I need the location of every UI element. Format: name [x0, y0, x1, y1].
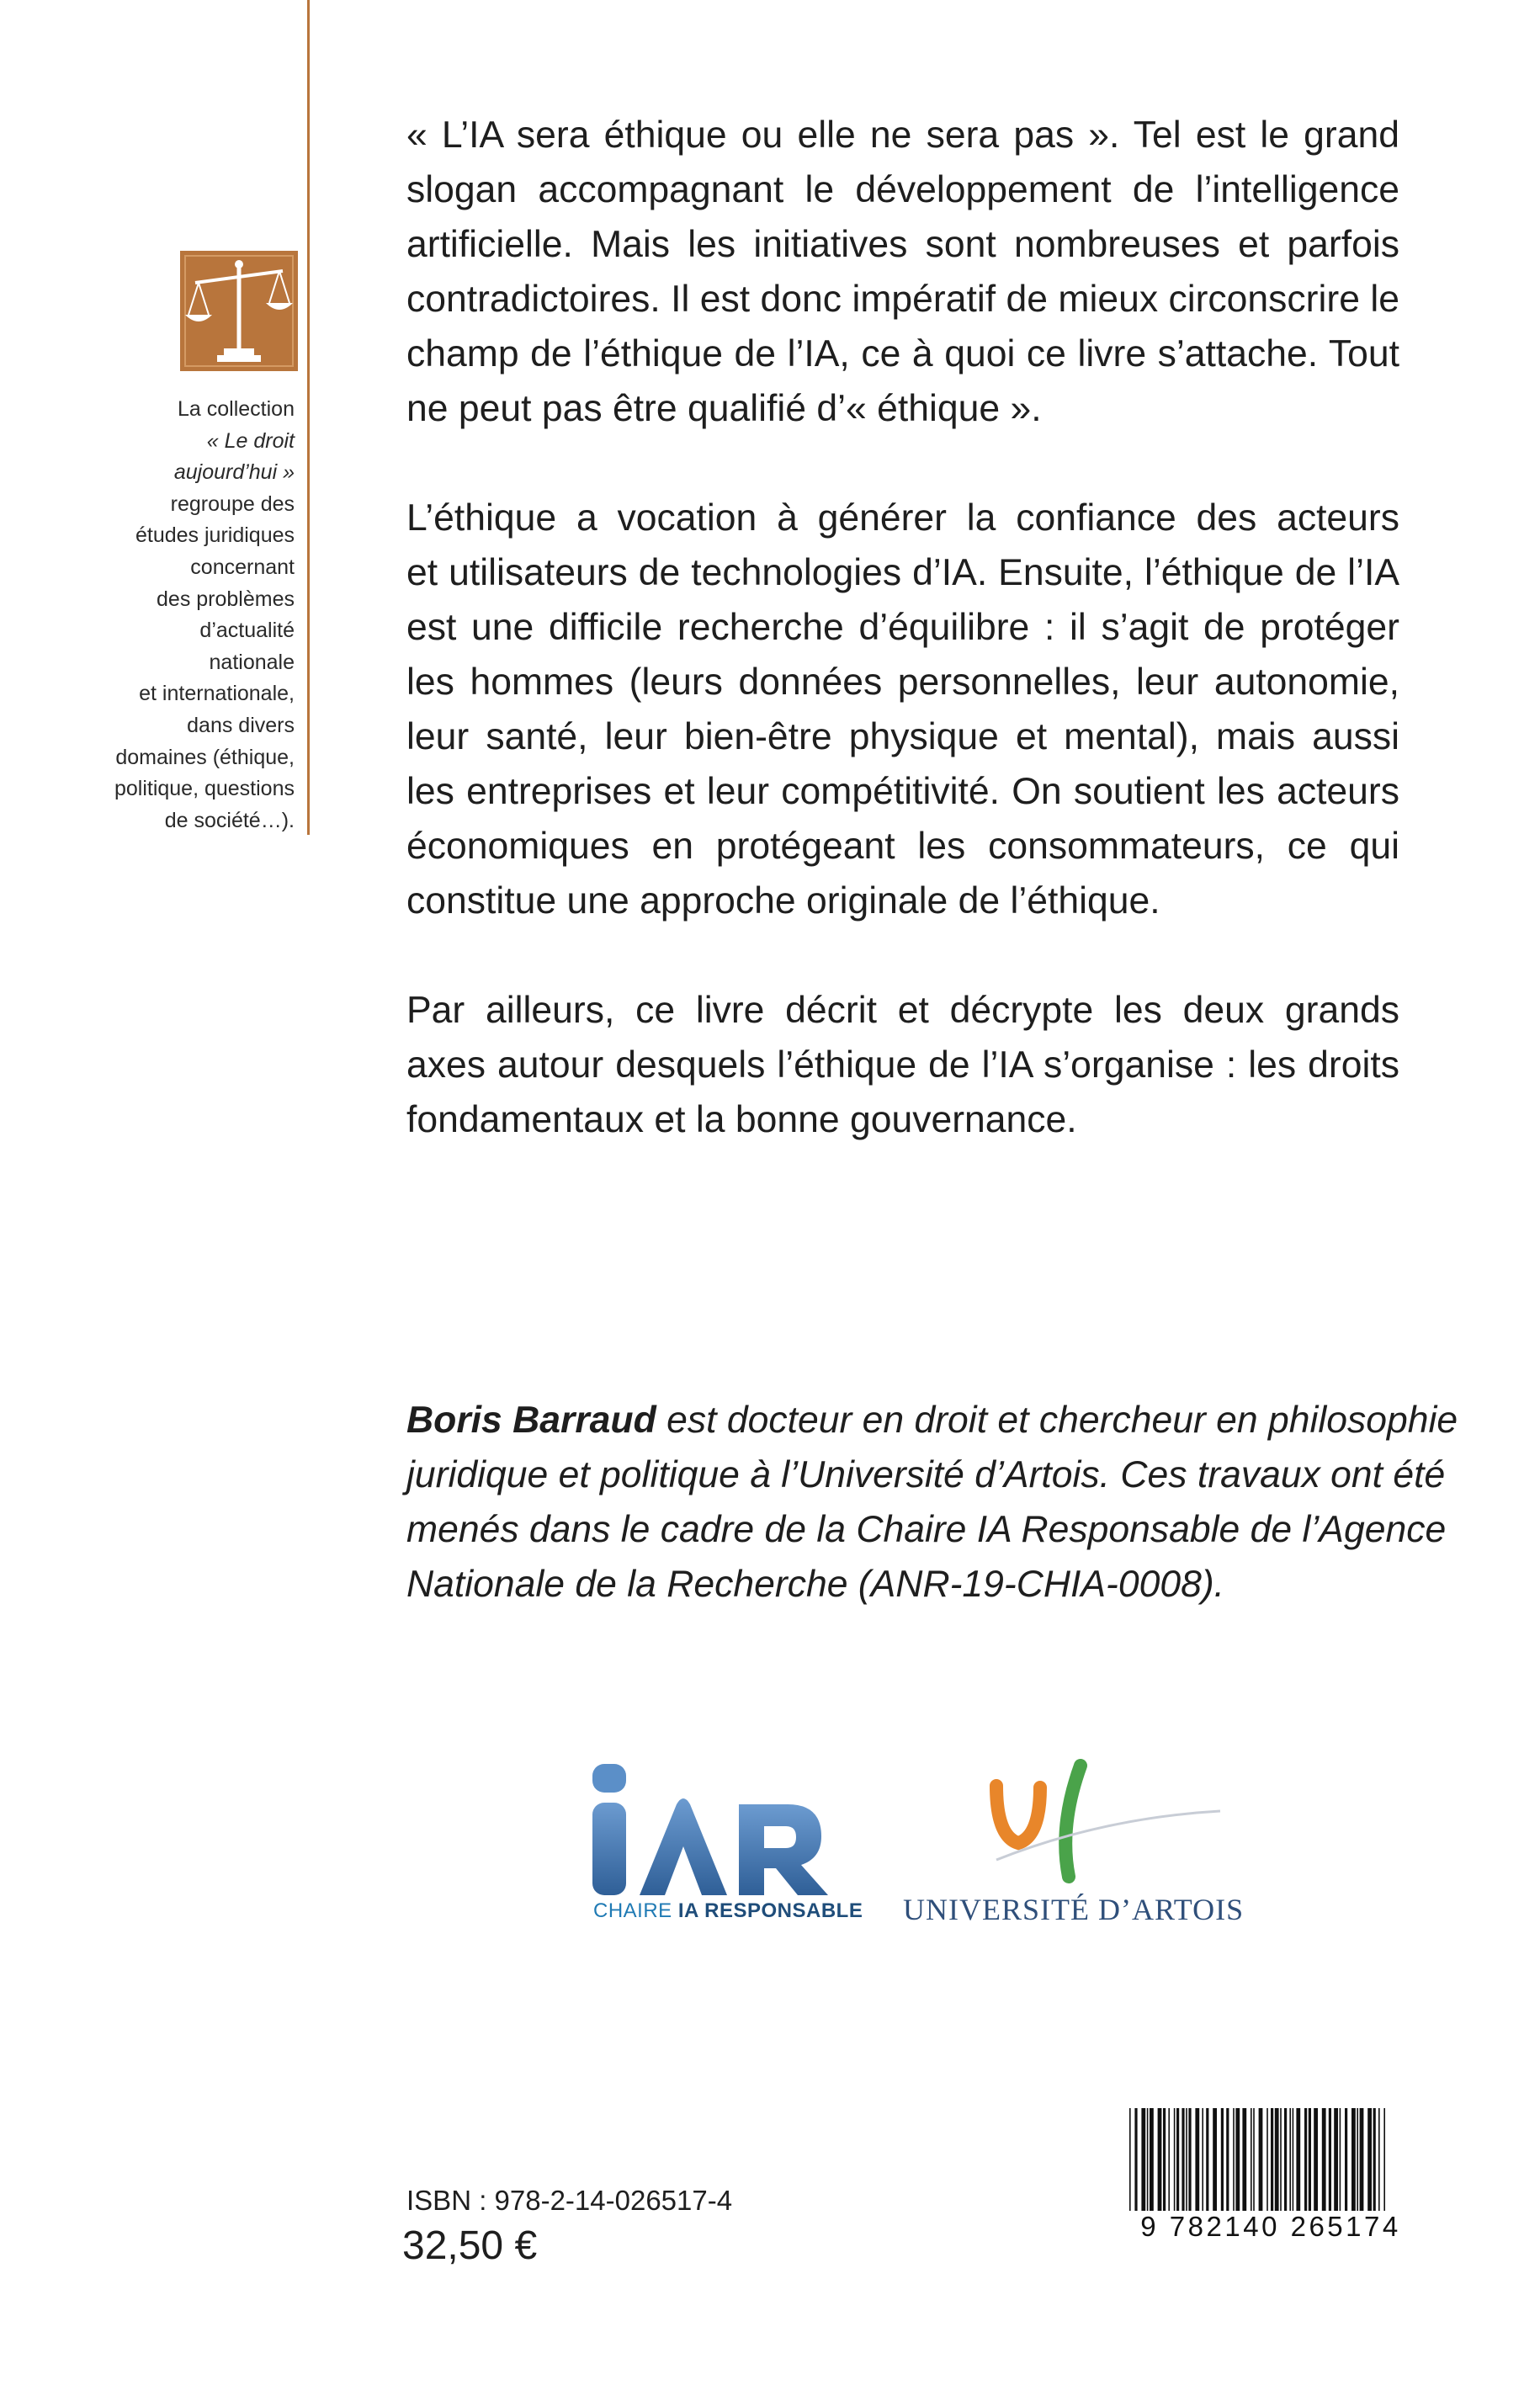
scales-of-justice-icon	[180, 251, 298, 371]
paragraph-line: L’éthique a vocation à générer la confiance des acteurs	[406, 497, 1399, 539]
description-paragraph-2	[406, 491, 1399, 928]
author-name: Boris Barraud	[406, 1400, 656, 1441]
barcode-bar	[1357, 2108, 1358, 2224]
barcode-bar	[1242, 2108, 1246, 2224]
collection-line: études juridiques	[135, 523, 295, 548]
collection-line: nationale	[209, 650, 295, 674]
paragraph-line: champ de l’éthique de l’IA, ce à quoi ce livre s’attache. Tout	[406, 333, 1399, 374]
barcode-bar	[1168, 2108, 1170, 2224]
isbn-number: ISBN : 978-2-14-026517-4	[406, 2185, 733, 2216]
barcode-bar	[1360, 2108, 1364, 2224]
barcode-bar	[1271, 2108, 1273, 2224]
description-paragraph-3	[406, 983, 1399, 1147]
collection-line: « Le droit	[206, 428, 295, 453]
collection-line: La collection	[178, 397, 295, 421]
barcode-bar	[1289, 2108, 1291, 2224]
barcode-bar	[1259, 2108, 1263, 2224]
paragraph-line: axes autour desquels l’éthique de l’IA s’organise : les droits	[406, 1044, 1399, 1086]
barcode-bar	[1235, 2108, 1240, 2224]
paragraph-line: slogan accompagnant le développement de l’intelligence	[406, 169, 1399, 210]
barcode-bar	[1213, 2108, 1217, 2224]
barcode-bar	[1174, 2108, 1176, 2224]
barcode-bar	[1334, 2108, 1338, 2224]
barcode-bar	[1221, 2108, 1224, 2224]
universite-artois-name: UNIVERSITÉ D’ARTOIS	[903, 1893, 1245, 1926]
barcode-bar	[1351, 2108, 1356, 2224]
barcode-bar	[1314, 2108, 1318, 2224]
paragraph-line: artificielle. Mais les initiatives sont nombreuses et parfois	[406, 224, 1399, 265]
barcode-bar	[1163, 2108, 1166, 2224]
barcode-bar	[1345, 2108, 1347, 2224]
barcode	[1111, 2108, 1431, 2293]
barcode-bar	[1141, 2108, 1145, 2224]
barcode-bar	[1329, 2108, 1331, 2224]
collection-line: d’actualité	[199, 619, 295, 643]
collection-line: dans divers	[187, 713, 295, 737]
iar-logo-caption	[593, 1899, 863, 1923]
barcode-graphic	[1111, 2108, 1431, 2293]
author-bio	[406, 1393, 1458, 1612]
barcode-bar	[1186, 2108, 1187, 2224]
author-bio-line	[406, 1393, 1458, 1447]
paragraph-line: fondamentaux et la bonne gouvernance.	[406, 1099, 1077, 1140]
barcode-bar	[1293, 2108, 1294, 2224]
barcode-bar	[1267, 2108, 1268, 2224]
paragraph-line: Par ailleurs, ce livre décrit et décrypte les deux grands	[406, 990, 1399, 1031]
barcode-bar	[1304, 2108, 1307, 2224]
collection-description	[34, 394, 295, 837]
collection-line: concernant	[190, 555, 295, 579]
collection-line: regroupe des	[170, 491, 295, 516]
author-bio-text: est docteur en droit et chercheur en philosophie	[656, 1400, 1458, 1441]
paragraph-line: et utilisateurs de technologies d’IA. Ensuite, l’éthique de l’IA	[406, 552, 1399, 593]
barcode-bar	[1182, 2108, 1184, 2224]
barcode-bar	[1202, 2108, 1203, 2224]
barcode-bar	[1322, 2108, 1326, 2224]
barcode-bar	[1284, 2108, 1287, 2224]
barcode-bar	[1158, 2108, 1162, 2224]
collection-line: des problèmes	[157, 587, 295, 611]
barcode-bar	[1195, 2108, 1199, 2224]
barcode-bar	[1233, 2108, 1235, 2224]
paragraph-line: les hommes (leurs données personnelles, leur autonomie,	[406, 661, 1399, 703]
barcode-bar	[1150, 2108, 1154, 2224]
barcode-bar	[1206, 2108, 1208, 2224]
barcode-bar	[1251, 2108, 1252, 2224]
author-bio-line: juridique et politique à l’Université d’Artois. Ces travaux ont été	[406, 1454, 1446, 1495]
paragraph-line: « L’IA sera éthique ou elle ne sera pas ». Tel est le grand	[406, 114, 1399, 156]
barcode-bar	[1226, 2108, 1229, 2224]
barcode-bar	[1309, 2108, 1311, 2224]
book-price: 32,50 €	[402, 2223, 538, 2268]
barcode-bar	[1275, 2108, 1279, 2224]
collection-line: de société…).	[164, 808, 295, 832]
book-description	[406, 108, 1399, 1147]
paragraph-line: constitue une approche originale de l’éthique.	[406, 880, 1160, 922]
paragraph-line: ne peut pas être qualifié d’« éthique ».	[406, 388, 1042, 429]
collection-line: politique, questions	[114, 777, 295, 801]
sidebar-divider-line	[307, 0, 310, 835]
iar-caption-emphasis: IA RESPONSABLE	[677, 1899, 863, 1922]
paragraph-line: les entreprises et leur compétitivité. On soutient les acteurs	[406, 771, 1399, 812]
barcode-bar	[1373, 2108, 1376, 2224]
description-paragraph-1	[406, 108, 1399, 436]
barcode-bar	[1340, 2108, 1341, 2224]
paragraph-line: économiques en protégeant les consommateurs, ce qui	[406, 826, 1399, 867]
collection-line: et internationale,	[139, 682, 295, 706]
paragraph-line: est une difficile recherche d’équilibre : il s’agit de protéger	[406, 607, 1399, 648]
barcode-bar	[1188, 2108, 1191, 2224]
universite-artois-logo	[976, 1759, 1229, 1885]
collection-line: aujourd’hui »	[173, 460, 295, 485]
paragraph-line: contradictoires. Il est donc impératif de mieux circonscrire le	[406, 279, 1399, 320]
barcode-digits: 9 782140 265174	[1111, 2211, 1431, 2243]
barcode-bar	[1176, 2108, 1179, 2224]
paragraph-line: leur santé, leur bien-être physique et mental), mais aussi	[406, 716, 1399, 757]
iar-caption-prefix: CHAIRE	[593, 1899, 678, 1922]
barcode-bar	[1280, 2108, 1282, 2224]
author-bio-line: Nationale de la Recherche (ANR-19-CHIA-0008).	[406, 1564, 1225, 1605]
barcode-bar	[1367, 2108, 1372, 2224]
collection-line: domaines (éthique,	[115, 745, 295, 769]
barcode-bar	[1296, 2108, 1300, 2224]
barcode-bar	[1147, 2108, 1149, 2224]
author-bio-line: menés dans le cadre de la Chaire IA Responsable de l’Agence	[406, 1509, 1447, 1550]
